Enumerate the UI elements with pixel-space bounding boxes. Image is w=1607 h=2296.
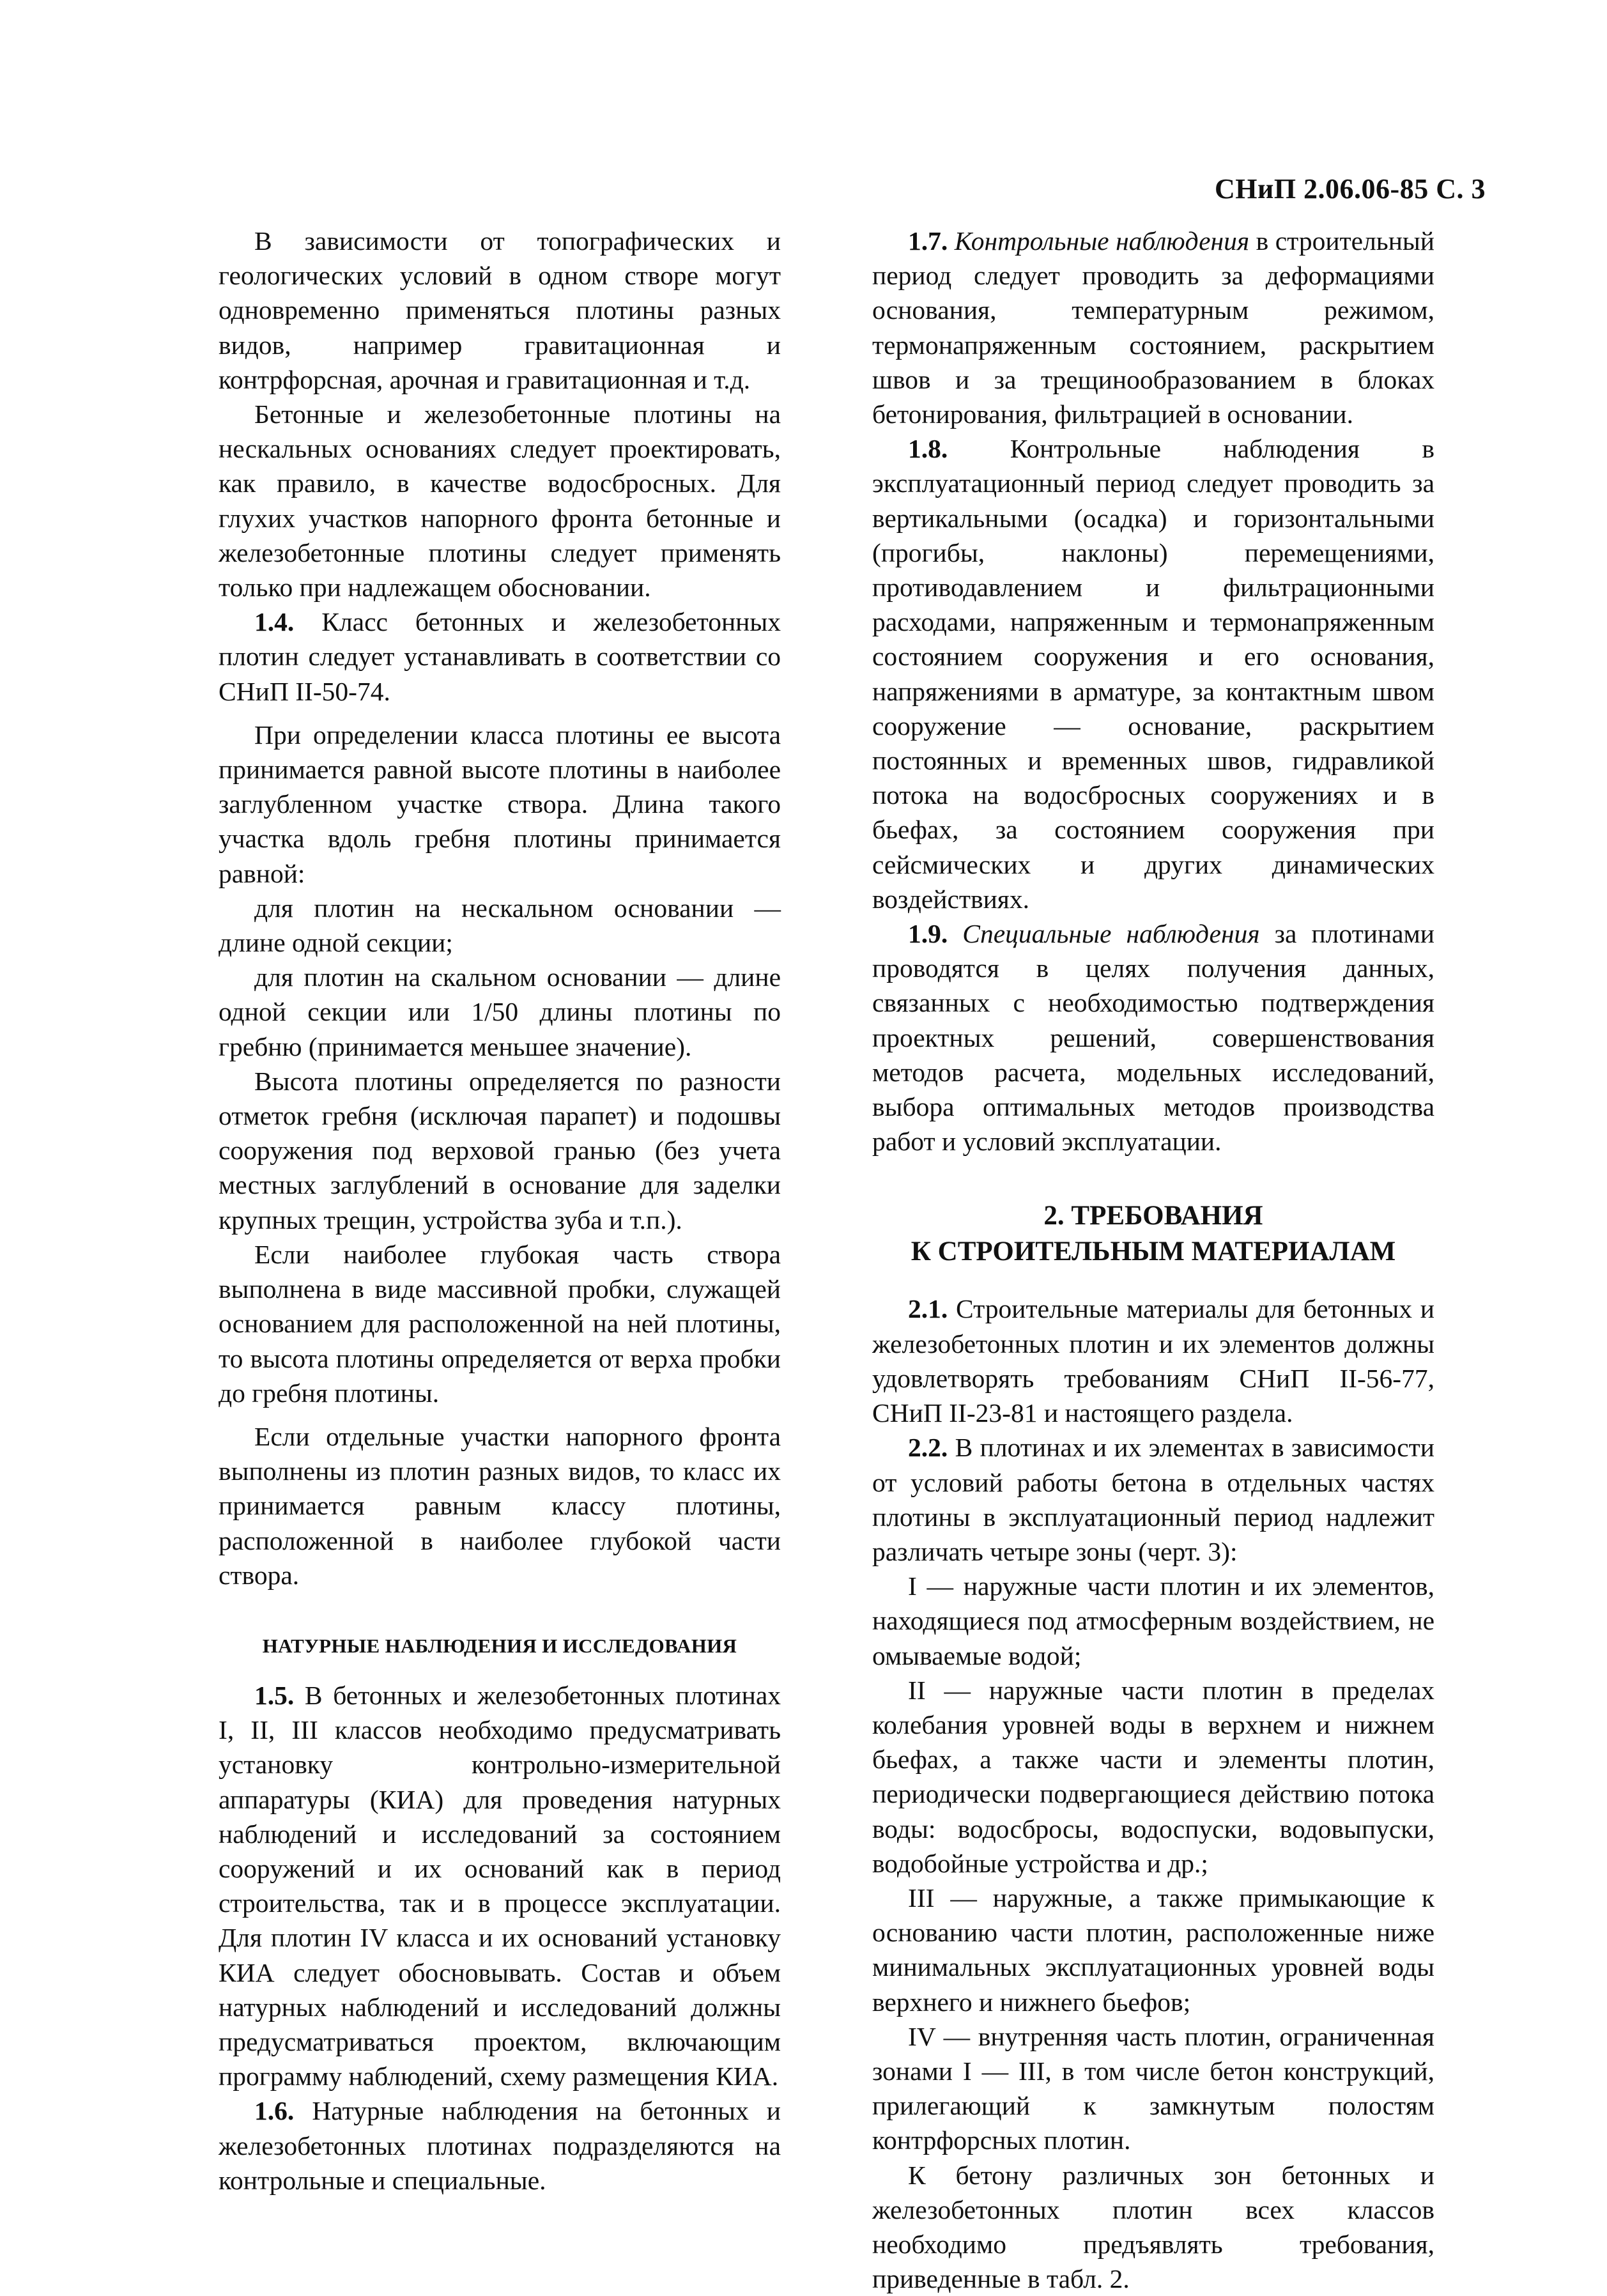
paragraph: Если наиболее глубокая часть створа выполнена в виде массивной пробки, служащей основанием для расположенной на ней плотины, то высота плотины определяется от верха пробки до гребня плотины. xyxy=(219,1239,781,1408)
clause-number: 2.1. xyxy=(908,1294,948,1324)
clause-number: 1.6. xyxy=(254,2096,295,2126)
clause-1-5 xyxy=(219,1678,781,2093)
clause-term: Специальные наблюдения xyxy=(962,919,1260,949)
clause-2-2 xyxy=(872,1430,1434,1569)
clause-text: Строительные материалы для бетонных и железобетонных плотин и их элементов должны удовлетворять требованиям СНиП II-56-77, СНиП II-23-81 и настоящего раздела. xyxy=(872,1294,1435,1428)
zone-item: III — наружные, а также примыкающие к основанию части плотин, расположенные ниже минимальных эксплуатационных уровней воды верхнего и нижнего бьефов; xyxy=(872,1883,1434,2017)
clause-text: Контрольные наблюдения в эксплуатационный период следует проводить за вертикальными (осадка) и горизонтальными (прогибы, наклоны) перемещениями, противодавлением и фильтрационными расходами, напряженным и термонапряженным состоянием сооружения и его основания, напряжениями в арматуре, за контактным швом сооружение — основание, раскрытием постоянных и временных швов, гидравликой потока на водосбросных сооружениях и в бьефах, за состоянием сооружения при сейсмических и других динамических воздействиях. xyxy=(872,434,1434,914)
clause-number: 1.4. xyxy=(254,607,295,637)
left-column xyxy=(219,224,781,2198)
clause-1-8 xyxy=(872,431,1434,916)
chapter-heading-line: 2. ТРЕБОВАНИЯ xyxy=(1043,1201,1263,1231)
zone-item: IV — внутренняя часть плотин, ограниченная зонами I — III, в том числе бетон конструкций, прилегающий к замкнутым полостям контрфорсных плотин. xyxy=(872,2021,1434,2155)
clause-2-1 xyxy=(872,1291,1434,1430)
clause-text: В плотинах и их элементах в зависимости от условий работы бетона в отдельных частях плотины в эксплуатационный период надлежит различать четыре зоны (черт. 3): xyxy=(872,1433,1434,1566)
clause-number: 1.8. xyxy=(908,434,948,464)
clause-1-7 xyxy=(872,224,1434,431)
clause-1-4 xyxy=(219,605,781,709)
paragraph: При определении класса плотины ее высота принимается равной высоте плотины в наиболее заглубленном участке створа. Длина такого участка вдоль гребня плотины принимается равной: xyxy=(219,720,781,888)
clause-text: Класс бетонных и железобетонных плотин следует устанавливать в соответствии со СНиП II-50-74. xyxy=(219,607,781,706)
paragraph: Высота плотины определяется по разности отметок гребня (исключая парапет) и подошвы сооружения под верховой гранью (без учета местных заглублений в основание для заделки крупных трещин, устройства зуба и т.п.). xyxy=(219,1066,781,1235)
zone-item: I — наружные части плотин и их элементов, находящиеся под атмосферным воздействием, не омываемые водой; xyxy=(872,1571,1434,1670)
clause-text: В бетонных и железобетонных плотинах I, II, III классов необходимо предусматривать установку контрольно-измерительной аппаратуры (КИА) для проведения натурных наблюдений и исследований за состоянием сооружений и их оснований как в период строительства, так и в процессе эксплуатации. Для плотин IV класса и их оснований установку КИА следует обосновывать. Состав и объем натурных наблюдений и исследований должны предусматриваться проектом, включающим программу наблюдений, схему размещения КИА. xyxy=(219,1680,781,2092)
clause-number: 1.5. xyxy=(254,1680,295,1710)
paragraph: для плотин на скальном основании — длине одной секции или 1/50 длины плотины по гребню (принимается меньшее значение). xyxy=(219,962,781,1061)
paragraph: К бетону различных зон бетонных и железобетонных плотин всех классов необходимо предъявлять требования, приведенные в табл. 2. xyxy=(872,2160,1434,2294)
section-heading: НАТУРНЫЕ НАБЛЮДЕНИЯ И ИССЛЕДОВАНИЯ xyxy=(262,1634,737,1657)
chapter-heading xyxy=(872,1198,1434,1270)
clause-1-9 xyxy=(872,916,1434,1159)
right-column xyxy=(872,224,1434,2296)
clause-number: 2.2. xyxy=(908,1433,948,1463)
zone-item: II — наружные части плотин в пределах колебания уровней воды в верхнем и нижнем бьефах, а также части и элементы плотин, периодически подвергающиеся действию потока воды: водосбросы, водоспуски, водовыпуски, водобойные устройства и др.; xyxy=(872,1675,1434,1878)
clause-text: за плотинами проводятся в целях получения данных, связанных с необходимостью подтверждения проектных решений, совершенствования методов расчета, модельных исследований, выбора оптимальных методов производства работ и условий эксплуатации. xyxy=(872,919,1435,1157)
running-head: СНиП 2.06.06-85 С. 3 xyxy=(1214,173,1486,204)
clause-term: Контрольные наблюдения xyxy=(954,226,1250,256)
paragraph: для плотин на нескальном основании — длине одной секции; xyxy=(219,893,781,958)
paragraph: Бетонные и железобетонные плотины на нескальных основаниях следует проектировать, как правило, в качестве водосбросных. Для глухих участков напорного фронта бетонные и железобетонные плотины следует применять только при надлежащем обосновании. xyxy=(219,399,781,603)
clause-text: Натурные наблюдения на бетонных и железобетонных плотинах подразделяются на контрольные и специальные. xyxy=(219,2096,781,2195)
paragraph: В зависимости от топографических и геологических условий в одном створе могут одновременно применяться плотины разных видов, например гравитационная и контрфорсная, арочная и гравитационная и т.д. xyxy=(219,226,781,394)
clause-number: 1.7. xyxy=(908,226,948,256)
paragraph: Если отдельные участки напорного фронта выполнены из плотин разных видов, то класс их принимается равным классу плотины, расположенной в наиболее глубокой части створа. xyxy=(219,1421,781,1590)
clause-number: 1.9. xyxy=(908,919,948,949)
clause-1-6 xyxy=(219,2093,781,2198)
clause-text: в строительный период следует проводить за деформациями основания, температурным режимом, термонапряженным состоянием, раскрытием швов и за трещинообразованием в блоках бетонирования, фильтрацией в основании. xyxy=(872,226,1435,429)
chapter-heading-line: К СТРОИТЕЛЬНЫМ МАТЕРИАЛАМ xyxy=(911,1237,1396,1267)
